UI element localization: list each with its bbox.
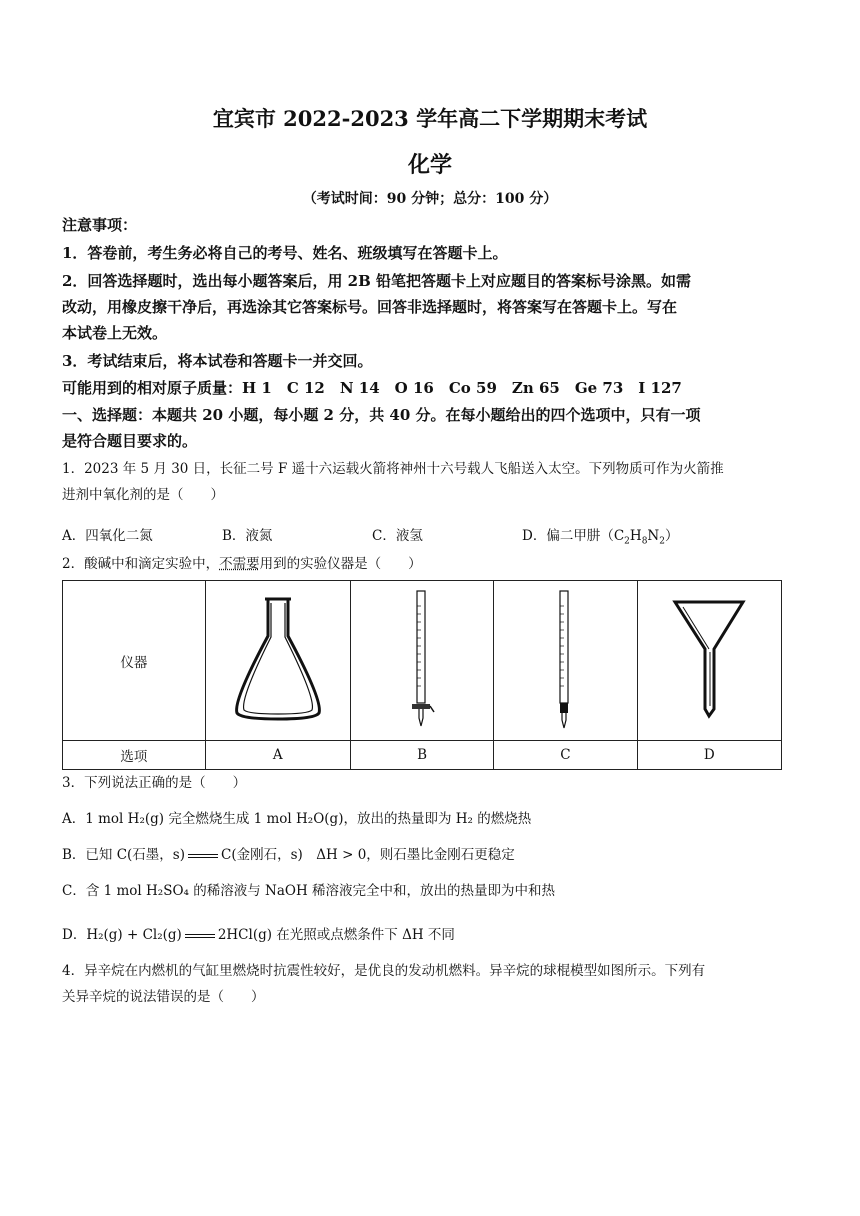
atomic-masses: 可能用到的相对原子质量：H 1 C 12 N 14 O 16 Co 59 Zn 65 Ge 73 I 127 [62, 379, 682, 397]
q3-option-b-prefix: B．已知 C(石墨，s) [62, 847, 186, 863]
formula-h: H [629, 528, 642, 544]
note-item-2-end: 本试卷上无效。 [62, 324, 168, 342]
page-title: 宜宾市 2022-2023 学年高二下学期期末考试 [212, 106, 648, 131]
q3-option-a: A．1 mol H₂(g) 完全燃烧生成 1 mol H₂O(g)，放出的热量即为 H₂ 的燃烧热 [62, 811, 532, 827]
q4-stem: 4．异辛烷在内燃机的气缸里燃烧时抗震性较好，是优良的发动机燃料。异辛烷的球棍模型如图所示。下列有 [62, 963, 706, 979]
formula-sub-h: 8 [641, 536, 648, 547]
acid-burette-image [350, 581, 493, 741]
option-c-label: C [494, 741, 637, 770]
q4-stem-cont: 关异辛烷的说法错误的是（ ） [62, 989, 265, 1005]
q2-stem-suffix: 用到的实验仪器是（ ） [259, 556, 422, 572]
q3-option-d-rest: 2HCl(g) 在光照或点燃条件下 ΔH 不同 [217, 927, 455, 943]
note-item-1: 1．答卷前，考生务必将自己的考号、姓名、班级填写在答题卡上。 [62, 244, 508, 262]
note-item-2-cont: 改动，用橡皮擦干净后，再选涂其它答案标号。回答非选择题时，将答案写在答题卡上。写在 [62, 298, 678, 316]
q1-option-d-prefix: D．偏二甲肼（ [522, 528, 614, 544]
row-label-instrument: 仪器 [63, 581, 206, 741]
q1-option-d-suffix: ） [664, 528, 679, 544]
funnel-image [637, 581, 781, 741]
q3-option-d [62, 922, 455, 948]
q2-stem [62, 551, 422, 577]
option-b-label: B [350, 741, 493, 770]
q1-option-b: B．液氮 [222, 528, 273, 544]
q3-option-c: C．含 1 mol H₂SO₄ 的稀溶液与 NaOH 稀溶液完全中和，放出的热量即为中和热 [62, 883, 556, 899]
exam-info: （考试时间：90 分钟；总分：100 分） [302, 191, 558, 207]
erlenmeyer-flask-image [205, 581, 350, 741]
equal-sign-icon [188, 854, 218, 858]
option-d-label: D [637, 741, 781, 770]
note-item-3: 3．考试结束后，将本试卷和答题卡一并交回。 [62, 352, 373, 370]
section-heading-cont: 是符合题目要求的。 [62, 432, 198, 450]
formula-n: N [647, 528, 660, 544]
note-item-2: 2．回答选择题时，选出每小题答案后，用 2B 铅笔把答题卡上对应题目的答案标号涂黑。如需 [62, 272, 692, 290]
option-a-label: A [205, 741, 350, 770]
q3-option-d-prefix: D．H₂(g) + Cl₂(g) [62, 927, 182, 943]
q1-stem-cont: 进剂中氧化剂的是（ ） [62, 487, 224, 503]
q1-stem: 1．2023 年 5 月 30 日，长征二号 F 遥十六运载火箭将神州十六号载人飞船送入太空。下列物质可作为火箭推 [62, 461, 724, 477]
notes-heading: 注意事项： [62, 216, 138, 234]
base-burette-image [494, 581, 637, 741]
q2-stem-prefix: 2．酸碱中和滴定实验中， [62, 556, 220, 572]
formula-sub-n: 2 [659, 536, 665, 547]
section-heading: 一、选择题：本题共 20 小题，每小题 2 分，共 40 分。在每小题给出的四个选项中，只有一项 [62, 406, 701, 424]
row-label-option: 选项 [63, 741, 206, 770]
formula-c: C [613, 528, 625, 544]
q1-option-c: C．液氢 [372, 528, 423, 544]
q2-stem-emphasis: 不需要 [219, 556, 260, 572]
q1-option-a: A．四氧化二氮 [62, 528, 153, 544]
q3-option-b-rest: C(金刚石，s) ΔH > 0，则石墨比金刚石更稳定 [221, 847, 515, 863]
equal-sign-icon [185, 934, 215, 938]
instrument-table [62, 580, 782, 770]
q3-option-b [62, 842, 515, 868]
q3-stem: 3．下列说法正确的是（ ） [62, 775, 247, 791]
q1-option-d [522, 524, 678, 547]
subject-title: 化学 [407, 152, 452, 178]
formula-sub-c: 2 [624, 536, 630, 547]
